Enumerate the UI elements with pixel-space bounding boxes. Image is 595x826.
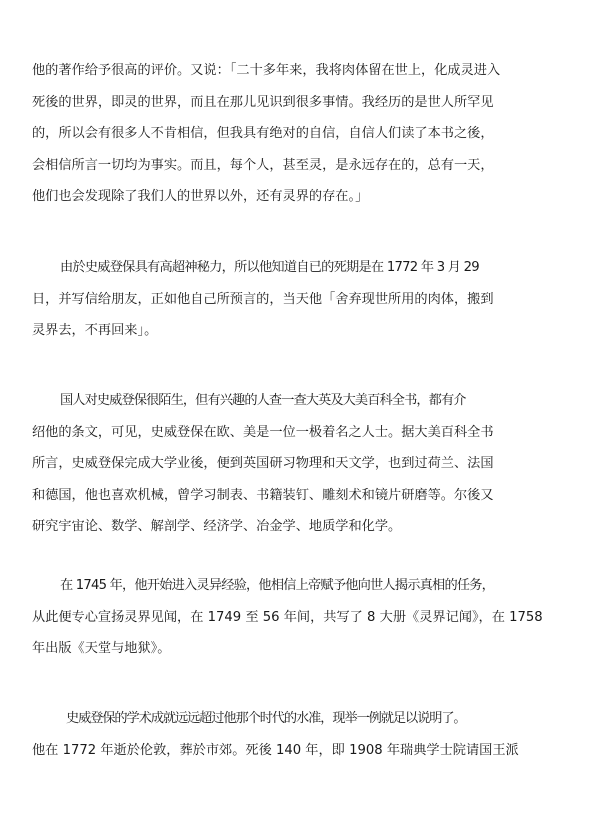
text-line: 他在 1772 年逝於伦敦，葬於市郊。死後 140 年，即 1908 年瑞典学士院请国王派 — [32, 742, 519, 758]
text-line: 他们也会发现除了我们人的世界以外，还有灵界的存在。」 — [32, 189, 369, 204]
text-line: 日，并写信给朋友，正如他自己所预言的，当天他「舍弃现世所用的肉体，搬到 — [32, 291, 494, 307]
text-line: 和德国，他也喜欢机械，曾学习制表、书籍装钉、雕刻术和镜片研磨等。尔後又 — [32, 487, 494, 503]
text-line: 绍他的条文，可见，史威登保在欧、美是一位一极着名之人士。据大美百科全书 — [32, 424, 494, 440]
text-line: 在 1745 年，他开始进入灵异经验，他相信上帝赋予他向世人揭示真相的任务， — [60, 578, 495, 593]
paragraph-2 — [32, 252, 566, 347]
text-line: 国人对史威登保很陌生，但有兴趣的人查一查大英及大美百科全书，都有介 — [60, 393, 466, 408]
text-line: 的，所以会有很多人不肯相信，但我具有绝对的自信，自信人们读了本书之後， — [32, 126, 494, 141]
paragraph-3 — [32, 385, 566, 543]
text-line: 史威登保的学术成就远远超过他那个时代的水准，现举一例就足以说明了。 — [66, 711, 466, 726]
text-line: 灵界去，不再回来」。 — [32, 323, 158, 338]
text-line: 研究宇宙论、数学、解剖学、经济学、冶金学、地质学和化学。 — [32, 519, 402, 534]
text-line: 他的著作给予很高的评价。又说：「二十多年来，我将肉体留在世上，化成灵进入 — [32, 63, 501, 78]
text-line: 从此便专心宣扬灵界见闻，在 1749 至 56 年间，共写了 8 大册《灵界记闻》，在 1758 — [32, 609, 543, 625]
paragraph-1 — [32, 55, 566, 213]
text-line: 由於史威登保具有高超神秘力，所以他知道自已的死期是在 1772 年 3 月 29 — [60, 260, 479, 275]
text-line: 会相信所言一切均为事实。而且，每个人，甚至灵，是永远存在的，总有一天， — [32, 157, 494, 173]
paragraph-5 — [32, 703, 566, 766]
paragraph-4 — [32, 570, 566, 665]
text-line: 年出版《天堂与地狱》。 — [32, 641, 171, 656]
text-line: 死後的世界，即灵的世界，而且在那儿见识到很多事情。我经历的是世人所罕见 — [32, 94, 494, 110]
text-line: 所言，史威登保完成大学业後，便到英国研习物理和天文学，也到过荷兰、法国 — [32, 456, 494, 471]
